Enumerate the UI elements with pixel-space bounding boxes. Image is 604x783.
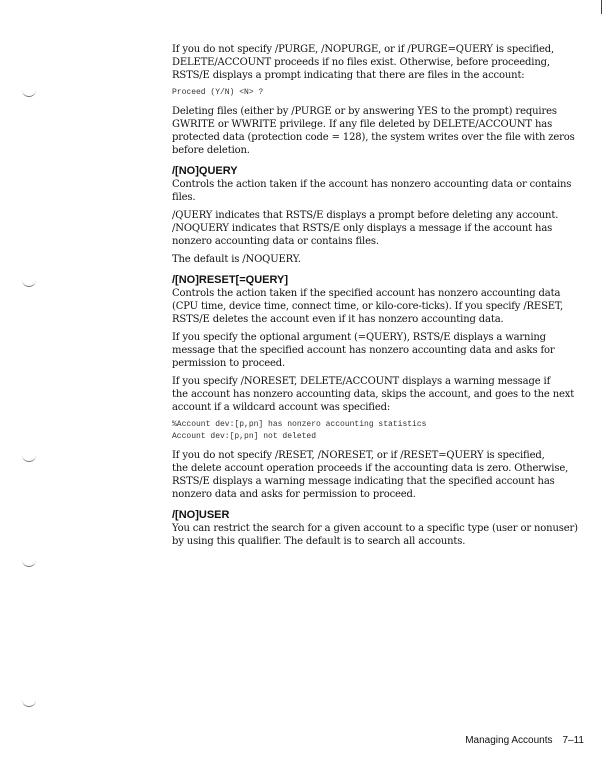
scan-edge-mark (601, 0, 602, 14)
text-line: DELETE/ACCOUNT proceeds if no files exist. Otherwise, before proceeding, (172, 57, 550, 68)
qualifier-heading-reset: /[NO]RESET[=QUERY] (172, 274, 289, 286)
qualifier-heading-user: /[NO]USER (172, 509, 230, 521)
code-line: Account dev:[p,pn] not deleted (172, 432, 317, 441)
text-line: You can restrict the search for a given account to a specific type (user or nonuser) (172, 523, 578, 534)
paragraph (172, 522, 597, 548)
text-line: the delete account operation proceeds if the accounting data is zero. Otherwise, (172, 463, 569, 474)
text-line: If you specify /NORESET, DELETE/ACCOUNT displays a warning message if (172, 376, 551, 387)
paragraph (172, 331, 597, 370)
text-line: Controls the action taken if the specified account has nonzero accounting data (172, 288, 561, 299)
text-line: protected data (protection code = 128), the system writes over the file with zeros (172, 132, 575, 143)
qualifier-heading-query: /[NO]QUERY (172, 165, 238, 177)
paragraph (172, 287, 597, 326)
text-line: If you do not specify /PURGE, /NOPURGE, or if /PURGE=QUERY is specified, (172, 44, 555, 55)
text-line: message that the specified account has nonzero accounting data and asks for (172, 345, 555, 356)
binding-mark (22, 280, 36, 287)
paragraph (172, 43, 597, 82)
text-line: permission to proceed. (172, 358, 286, 369)
text-line: account if a wildcard account was specified: (172, 402, 391, 413)
text-line: GWRITE or WWRITE privilege. If any file deleted by DELETE/ACCOUNT has (172, 119, 553, 130)
text-line: (CPU time, device time, connect time, or kilo-core-ticks). If you specify /RESET, (172, 301, 563, 312)
text-line: Controls the action taken if the account has nonzero accounting data or contains (172, 179, 572, 190)
text-line: /QUERY indicates that RSTS/E displays a prompt before deleting any account. (172, 210, 559, 221)
text-line: The default is /NOQUERY. (172, 254, 301, 265)
text-line: /NOQUERY indicates that RSTS/E only displays a message if the account has (172, 223, 553, 234)
text-line: by using this qualifier. The default is to search all accounts. (172, 536, 466, 547)
text-line: RSTS/E displays a prompt indicating that there are files in the account: (172, 70, 525, 81)
text-line: files. (172, 192, 196, 203)
page-footer (465, 735, 584, 746)
binding-mark (22, 700, 36, 707)
binding-mark (22, 90, 36, 97)
text-line: nonzero data and asks for permission to proceed. (172, 489, 416, 500)
text-line: If you specify the optional argument (=QUERY), RSTS/E displays a warning (172, 332, 546, 343)
text-line: the account has nonzero accounting data, skips the account, and goes to the next (172, 389, 575, 400)
paragraph (172, 375, 597, 414)
binding-mark (22, 560, 36, 567)
text-line: before deletion. (172, 145, 250, 156)
paragraph (172, 209, 597, 248)
paragraph (172, 449, 597, 501)
binding-mark (22, 455, 36, 462)
code-example (172, 419, 597, 443)
text-line: If you do not specify /RESET, /NORESET, or if /RESET=QUERY is specified, (172, 450, 545, 461)
code-line: %Account dev:[p,pn] has nonzero accounting statistics (172, 420, 427, 429)
paragraph (172, 105, 597, 157)
paragraph (172, 178, 597, 204)
text-line: RSTS/E displays a warning message indicating that the specified account has (172, 476, 555, 487)
code-example: Proceed (Y/N) <N> ? (172, 88, 264, 97)
text-line: RSTS/E deletes the account even if it has nonzero accounting data. (172, 314, 504, 325)
text-line: nonzero accounting data or contains files. (172, 236, 379, 247)
page-body (172, 43, 597, 553)
footer-title: Managing Accounts (465, 735, 553, 746)
text-line: Deleting files (either by /PURGE or by answering YES to the prompt) requires (172, 106, 557, 117)
page-number: 7–11 (562, 735, 584, 746)
paragraph (172, 253, 597, 266)
